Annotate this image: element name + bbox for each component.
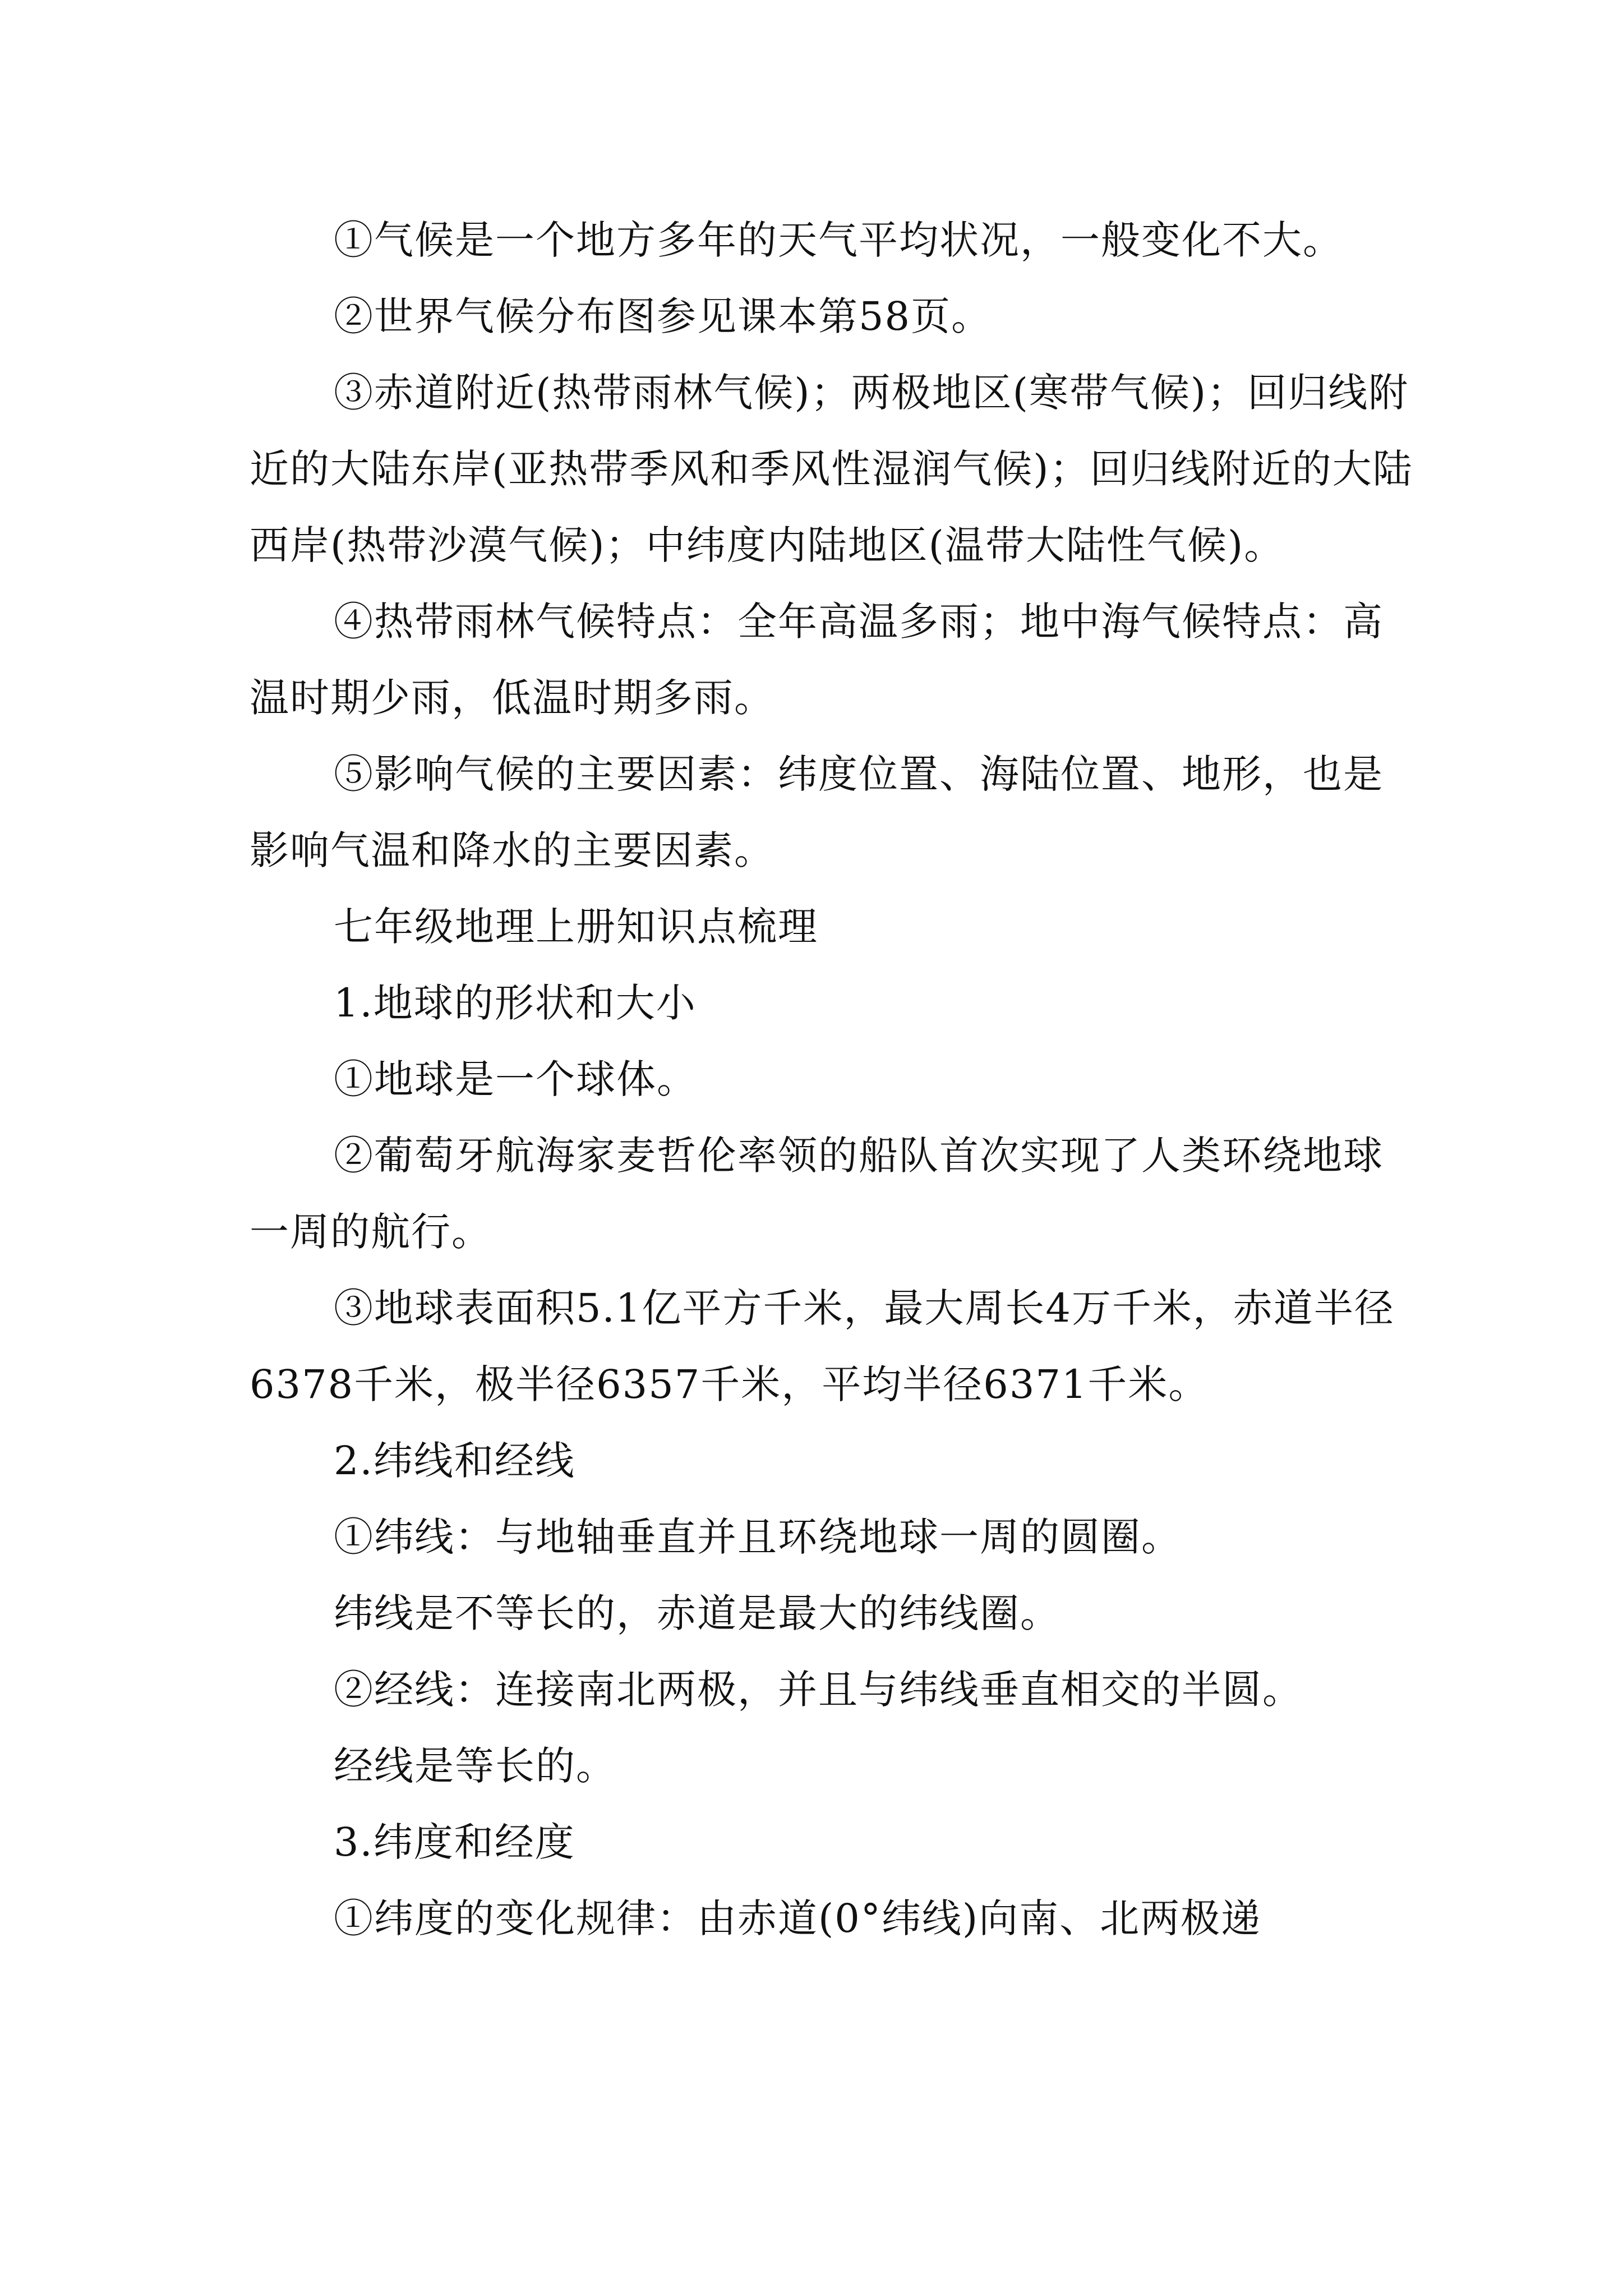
heading-latitude-longitude-lines: 2.纬线和经线 [334,1438,575,1484]
paragraph-climate-factors: ⑤影响气候的主要因素：纬度位置、海陆位置、地形，也是影响气温和降水的主要因素。 [250,751,1384,873]
paragraph-longitude-line: ②经线：连接南北两极，并且与纬线垂直相交的半圆。 [334,1667,1303,1713]
paragraph-latitude-rule: ①纬度的变化规律：由赤道(0°纬线)向南、北两极递 [334,1895,1262,1941]
heading-latitude-longitude: 3.纬度和经度 [334,1819,575,1865]
section-title: 七年级地理上册知识点梳理 [334,904,818,950]
paragraph-earth-dimensions: ③地球表面积5.1亿平方千米，最大周长4万千米，赤道半径6378千米，极半径6357千米，平均半径6371千米。 [250,1285,1395,1407]
paragraph-latitude-line: ①纬线：与地轴垂直并且环绕地球一周的圆圈。 [334,1514,1182,1560]
paragraph-magellan: ②葡萄牙航海家麦哲伦率领的船队首次实现了人类环绕地球一周的航行。 [250,1133,1384,1255]
paragraph-longitude-line-note: 经线是等长的。 [334,1743,616,1789]
paragraph-climate-distribution: ③赤道附近(热带雨林气候)；两极地区(寒带气候)；回归线附近的大陆东岸(亚热带季风和季风性湿润气候)；回归线附近的大陆西岸(热带沙漠气候)；中纬度内陆地区(温带大陆性气候)。 [250,370,1413,568]
heading-earth-shape: 1.地球的形状和大小 [334,980,697,1026]
paragraph-latitude-line-note: 纬线是不等长的，赤道是最大的纬线圈。 [334,1590,1061,1636]
paragraph-earth-sphere: ①地球是一个球体。 [334,1056,697,1102]
document-body [250,202,1422,1957]
paragraph-climate-map-reference: ②世界气候分布图参见课本第58页。 [334,293,992,339]
paragraph-climate-definition: ①气候是一个地方多年的天气平均状况，一般变化不大。 [334,217,1343,263]
paragraph-climate-characteristics: ④热带雨林气候特点：全年高温多雨；地中海气候特点：高温时期少雨，低温时期多雨。 [250,599,1384,721]
